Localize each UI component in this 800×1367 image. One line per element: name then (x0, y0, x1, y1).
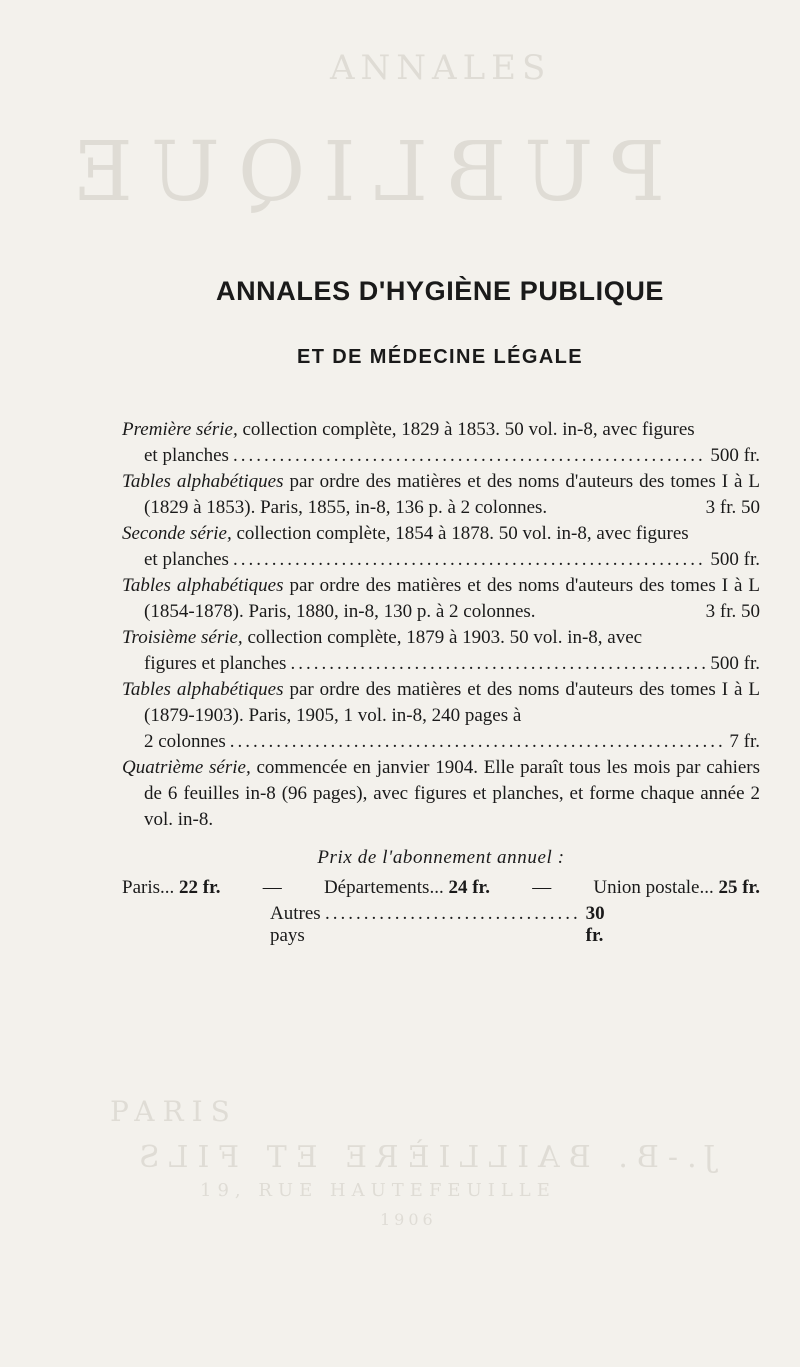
entry-price: 7 fr. (729, 731, 760, 752)
entry-description-end: 2 colonnes (144, 731, 226, 752)
bleed-through-text: PARIS (110, 1095, 238, 1128)
catalog-entry (122, 573, 760, 625)
rate-label: Autres pays (270, 903, 321, 946)
entry-price-line (144, 443, 760, 469)
rate-label: Départements... (323, 877, 444, 898)
rate-separator: — (532, 877, 552, 898)
catalog-entry (122, 469, 760, 521)
entry-price: 3 fr. 50 (705, 497, 760, 518)
rate-label: Union postale... (593, 877, 714, 898)
leader-dots (233, 547, 706, 573)
leader-dots (230, 729, 726, 755)
page-subtitle: ET DE MÉDECINE LÉGALE (296, 346, 584, 368)
rate-price: 24 fr. (448, 877, 490, 898)
rate-price: 30 fr. (585, 903, 605, 946)
entry-price: 500 fr. (710, 653, 760, 674)
rate-separator: — (262, 877, 282, 898)
rate-price: 25 fr. (718, 877, 760, 898)
entry-price-line (144, 547, 760, 573)
series-name: Première série, (122, 419, 238, 440)
subscription-heading: Prix de l'abonnement annuel : (317, 847, 565, 868)
entry-description: par ordre des matières et des noms d'auteurs des tomes I à L (1829 à 1853). Paris, 1855, in-8, 136 p. à 2 colonnes. (144, 471, 760, 518)
leader-dots (233, 443, 706, 469)
series-name: Troisième série, (122, 627, 243, 648)
entry-description: par ordre des matières et des noms d'auteurs des tomes I à L (1879-1903). Paris, 1905, 1 vol. in-8, 240 pages à (144, 679, 760, 726)
leader-dots (290, 651, 706, 677)
catalog-entry (122, 677, 760, 755)
rate-autres-pays (270, 903, 610, 947)
catalog-list (122, 417, 760, 833)
leader-dots (325, 903, 580, 925)
entry-description: collection complète, 1879 à 1903. 50 vol. in-8, avec (247, 627, 643, 648)
catalog-entry (122, 625, 760, 677)
bleed-through-text: J.-B. BAILLIÈRE ET FILS (130, 1140, 716, 1175)
entry-description: par ordre des matières et des noms d'auteurs des tomes I à L (1854-1878). Paris, 1880, in-8, 130 p. à 2 colonnes. (144, 575, 760, 622)
entry-description-end: figures et planches (144, 653, 287, 674)
catalog-entry (122, 755, 760, 833)
series-name: Tables alphabétiques (122, 471, 284, 492)
entry-price: 500 fr. (710, 549, 760, 570)
entry-description: collection complète, 1854 à 1878. 50 vol. in-8, avec figures (236, 523, 689, 544)
rate-departements (324, 877, 490, 899)
entry-description-end: et planches (144, 549, 229, 570)
page-title: ANNALES D'HYGIÈNE PUBLIQUE (215, 276, 665, 306)
rate-label: Paris... (122, 877, 175, 898)
bleed-through-text: PUBLIQUE (55, 125, 666, 220)
series-name: Quatrième série, (122, 757, 251, 778)
entry-price-line (144, 651, 760, 677)
entry-price: 500 fr. (710, 445, 760, 466)
rate-price: 22 fr. (179, 877, 221, 898)
entry-description: collection complète, 1829 à 1853. 50 vol. in-8, avec figures (242, 419, 695, 440)
catalog-entry (122, 521, 760, 573)
series-name: Seconde série, (122, 523, 232, 544)
subscription-rates (122, 877, 760, 899)
series-name: Tables alphabétiques (122, 575, 284, 596)
bleed-through-text: 19, RUE HAUTEFEUILLE (200, 1180, 556, 1201)
entry-description-end: et planches (144, 445, 229, 466)
entry-price-line (144, 729, 760, 755)
entry-price: 3 fr. 50 (705, 601, 760, 622)
bleed-through-text: 1906 (380, 1210, 437, 1229)
series-name: Tables alphabétiques (122, 679, 284, 700)
catalog-entry (122, 417, 760, 469)
rate-paris (122, 877, 221, 899)
rate-union-postale (593, 877, 760, 899)
bleed-through-text: ANNALES (330, 48, 552, 88)
entry-description: commencée en janvier 1904. Elle paraît tous les mois par cahiers de 6 feuilles in-8 (96 pages), avec figures et planches, et forme chaque année 2 vol. in-8. (144, 757, 761, 830)
